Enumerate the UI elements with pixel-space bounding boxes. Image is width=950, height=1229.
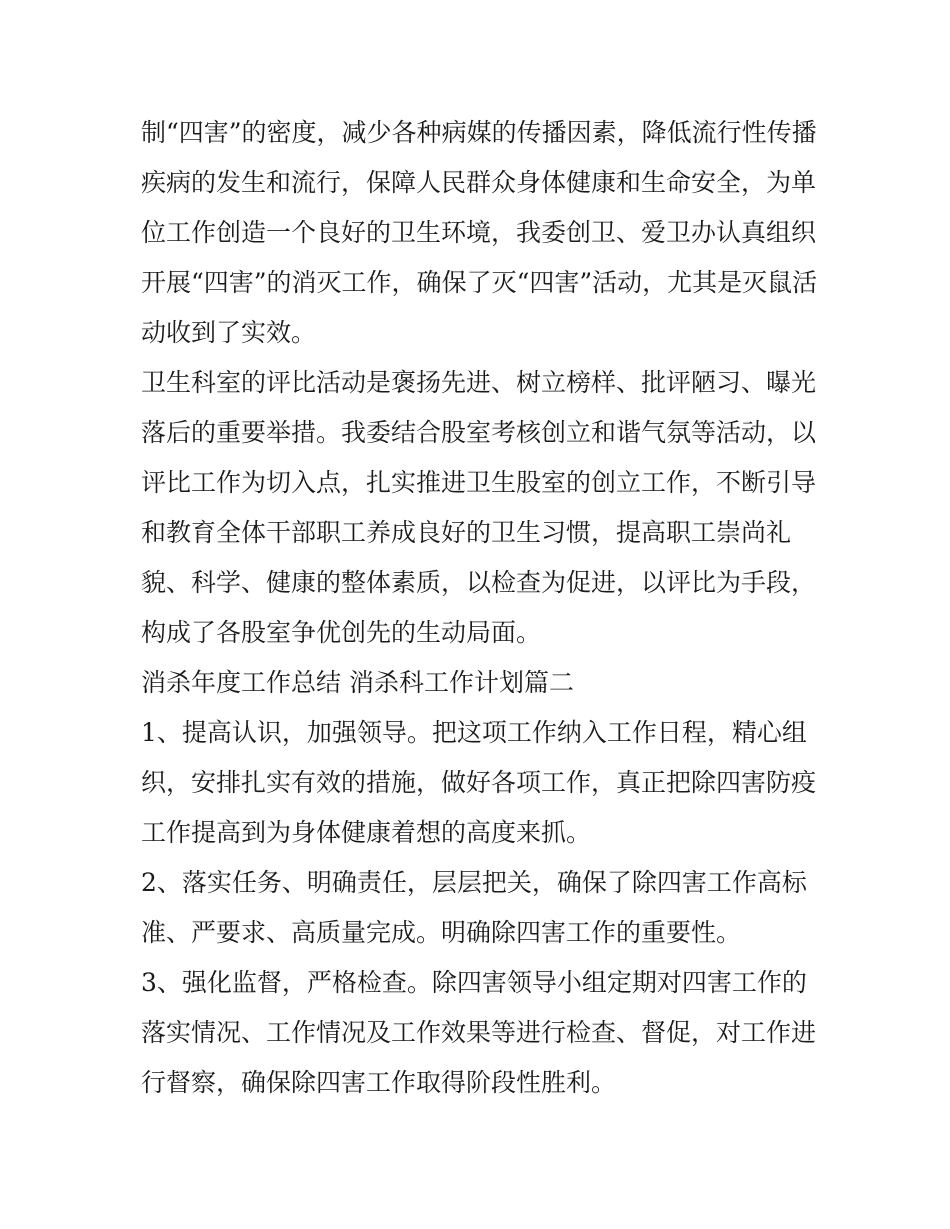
text-line: 制“四害”的密度，减少各种病媒的传播因素，降低流行性传播 <box>141 118 817 147</box>
text-line: 构成了各股室争优创先的生动局面。 <box>141 618 542 647</box>
text-line: 落实情况、工作情况及工作效果等进行检查、督促，对工作进 <box>141 1018 817 1047</box>
text-line: 工作提高到为身体健康着想的高度来抓。 <box>141 818 592 847</box>
text-line: 评比工作为切入点，扎实推进卫生股室的创立工作，不断引导 <box>141 468 817 497</box>
list-item-3 <box>141 958 821 1108</box>
text-line: 动收到了实效。 <box>141 318 317 347</box>
text-line: 开展“四害”的消灭工作，确保了灭“四害”活动，尤其是灭鼠活 <box>141 268 818 297</box>
paragraph-sanitation-control <box>141 108 821 358</box>
list-item-2 <box>141 858 821 958</box>
text-line: 卫生科室的评比活动是褒扬先进、树立榜样、批评陋习、曝光 <box>141 368 817 397</box>
text-line: 织，安排扎实有效的措施，做好各项工作，真正把除四害防疫 <box>141 768 817 797</box>
text-line: 3、强化监督，严格检查。除四害领导小组定期对四害工作的 <box>141 968 807 997</box>
section-heading <box>141 658 821 708</box>
text-line: 和教育全体干部职工养成良好的卫生习惯，提高职工崇尚礼 <box>141 518 792 547</box>
paragraph-office-evaluation <box>141 358 821 658</box>
text-line: 准、严要求、高质量完成。明确除四害工作的重要性。 <box>141 918 742 947</box>
text-line: 1、提高认识，加强领导。把这项工作纳入工作日程，精心组 <box>141 718 807 747</box>
text-line: 疾病的发生和流行，保障人民群众身体健康和生命安全，为单 <box>141 168 817 197</box>
text-line: 落后的重要举措。我委结合股室考核创立和谐气氛等活动，以 <box>141 418 817 447</box>
document-body <box>141 108 821 1108</box>
text-line: 2、落实任务、明确责任，层层把关，确保了除四害工作高标 <box>141 868 807 897</box>
text-line: 行督察，确保除四害工作取得阶段性胜利。 <box>141 1068 617 1097</box>
list-item-1 <box>141 708 821 858</box>
text-line: 貌、科学、健康的整体素质，以检查为促进，以评比为手段， <box>141 568 817 597</box>
text-line: 位工作创造一个良好的卫生环境，我委创卫、爱卫办认真组织 <box>141 218 817 247</box>
heading-line: 消杀年度工作总结 消杀科工作计划篇二 <box>141 668 574 697</box>
